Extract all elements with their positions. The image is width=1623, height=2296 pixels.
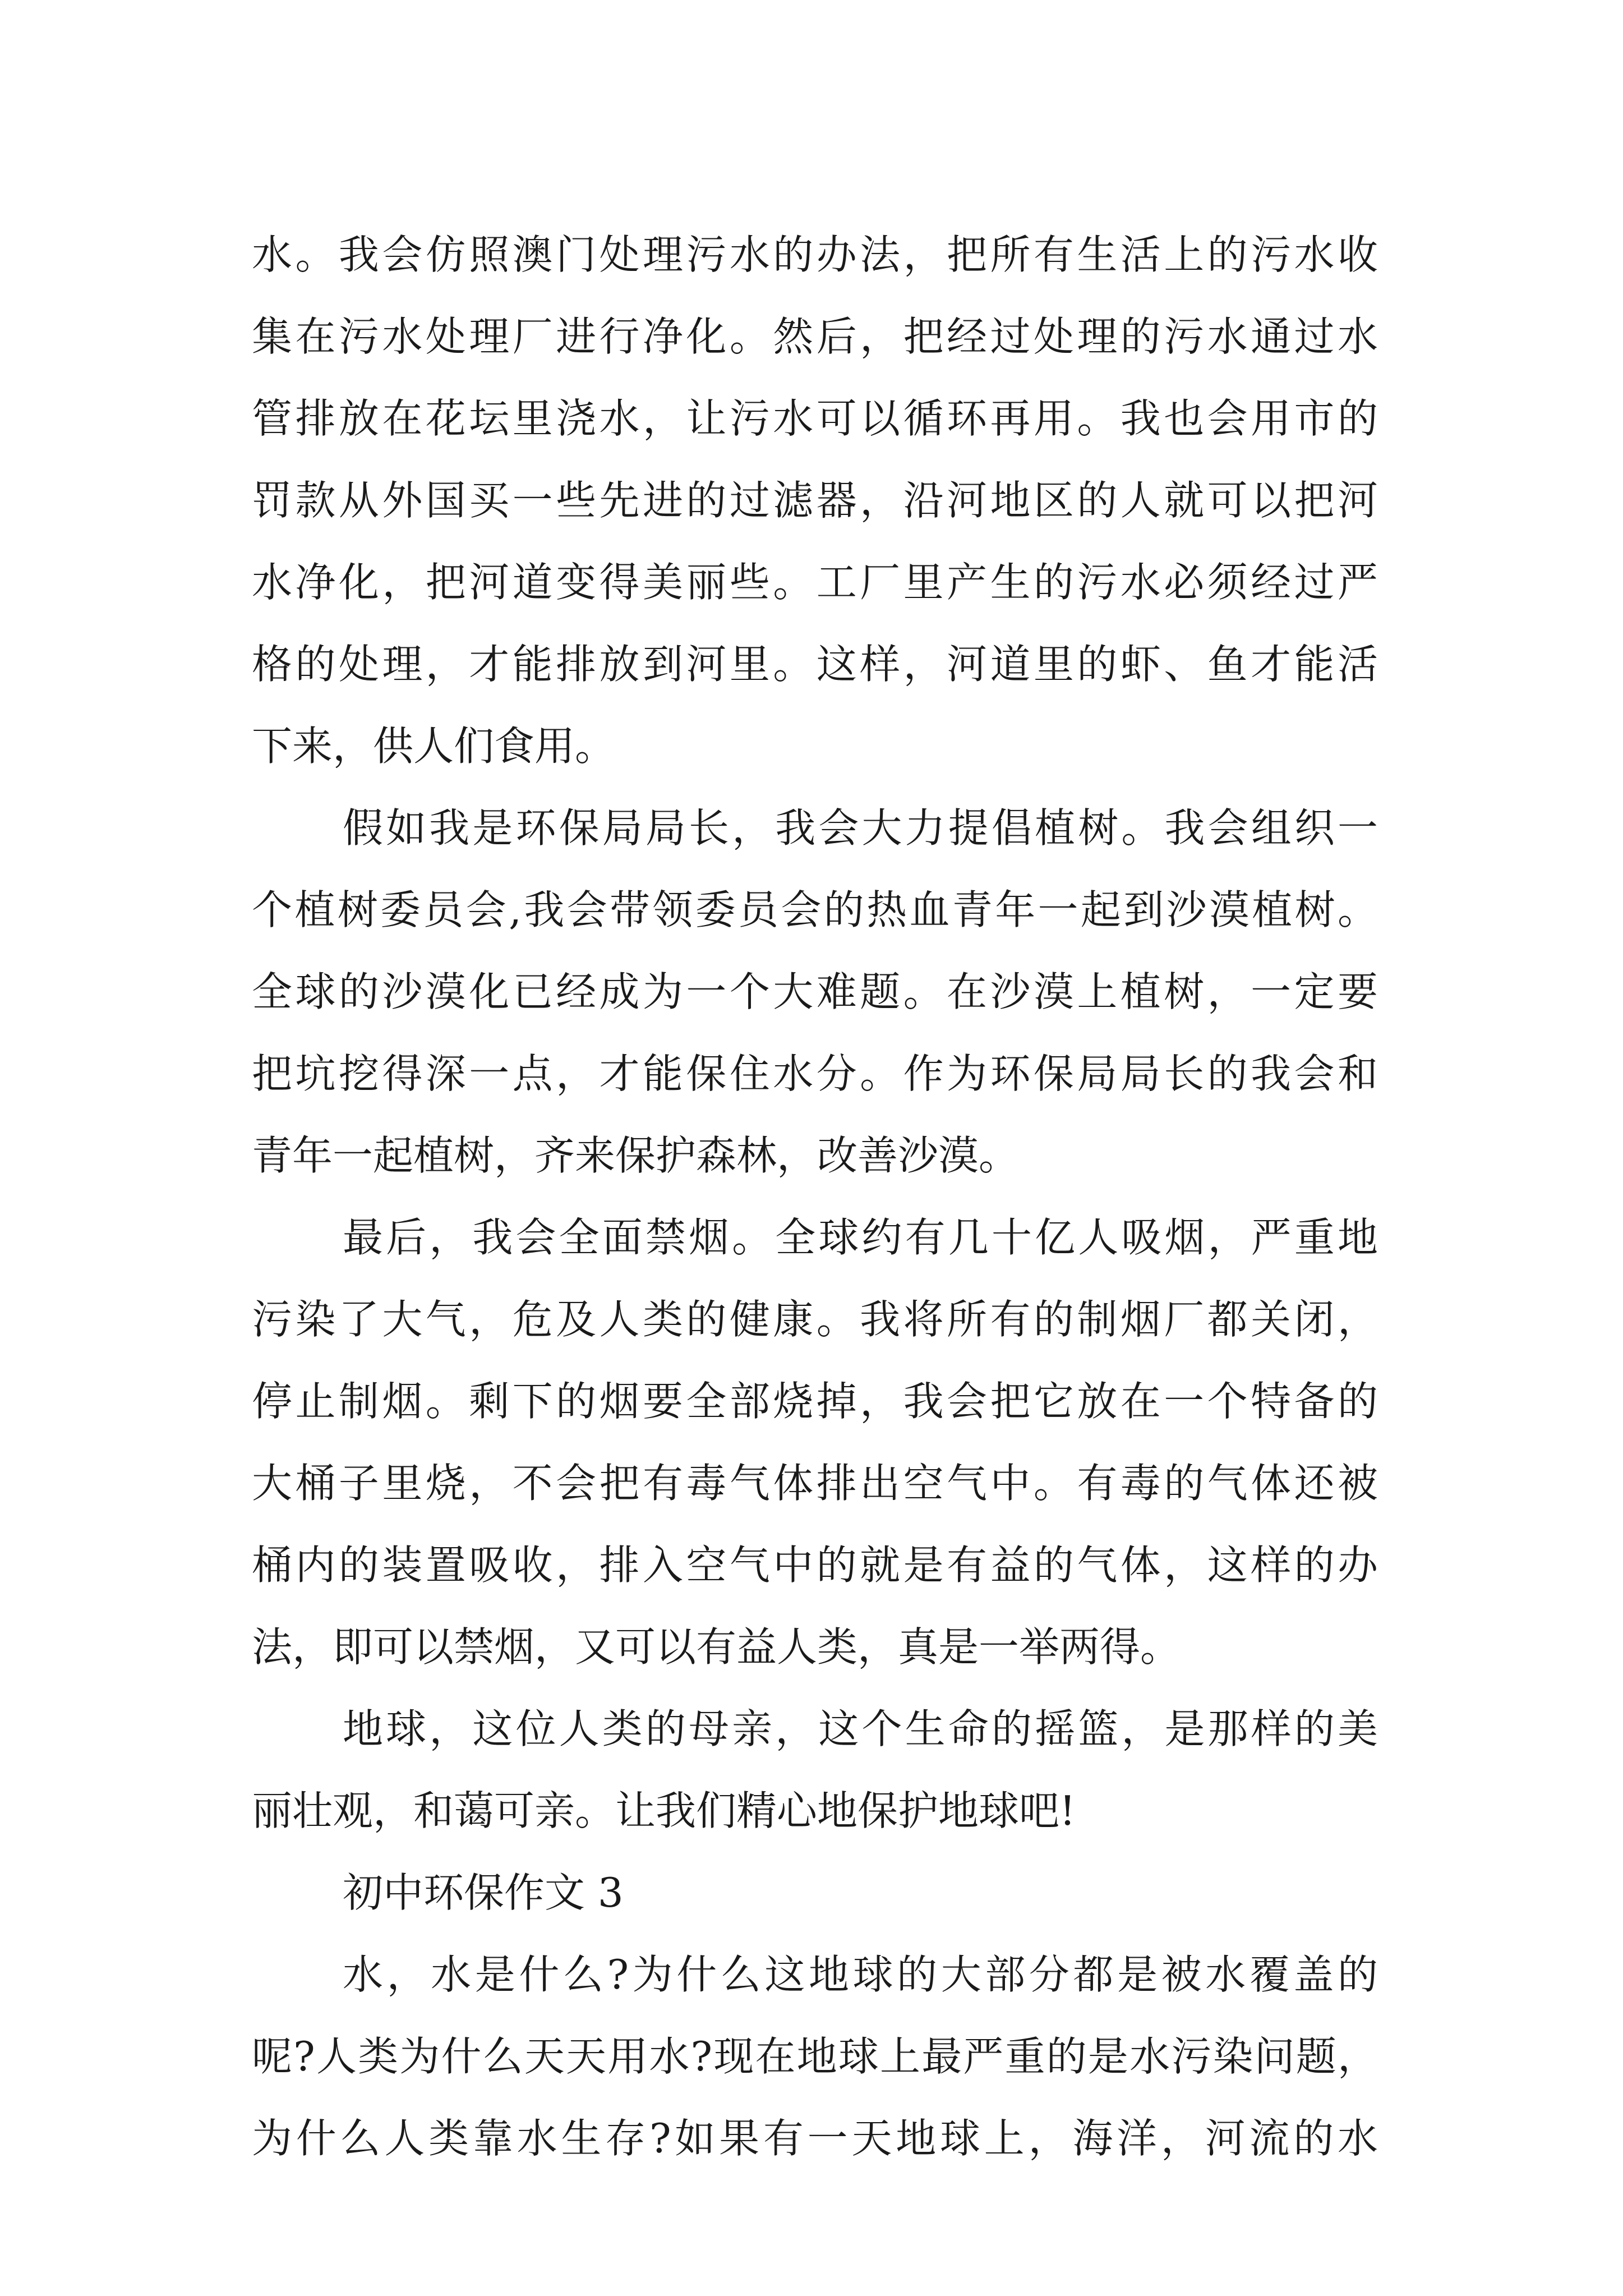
body-line: 格的处理，才能排放到河里。这样，河道里的虾、鱼才能活 [252, 641, 1378, 688]
body-line: 停止制烟。剩下的烟要全部烧掉，我会把它放在一个特备的 [252, 1378, 1378, 1425]
body-line: 假如我是环保局局长，我会大力提倡植树。我会组织一 [343, 804, 1378, 852]
body-line: 集在污水处理厂进行净化。然后，把经过处理的污水通过水 [252, 313, 1378, 360]
body-line: 大桶子里烧，不会把有毒气体排出空气中。有毒的气体还被 [252, 1460, 1378, 1507]
body-line: 管排放在花坛里浇水，让污水可以循环再用。我也会用市的 [252, 395, 1378, 442]
body-line: 地球，这位人类的母亲，这个生命的摇篮，是那样的美 [343, 1705, 1378, 1752]
body-line: 呢?人类为什么天天用水?现在地球上最严重的是水污染问题， [252, 2033, 1378, 2080]
body-line: 法，即可以禁烟，又可以有益人类，真是一举两得。 [252, 1623, 1181, 1671]
body-line: 为什么人类靠水生存?如果有一天地球上，海洋，河流的水 [252, 2115, 1378, 2162]
body-line: 水，水是什么?为什么这地球的大部分都是被水覆盖的 [343, 1951, 1378, 1998]
body-line: 水净化，把河道变得美丽些。工厂里产生的污水必须经过严 [252, 559, 1378, 606]
body-line: 下来，供人们食用。 [252, 723, 616, 770]
body-line: 水。我会仿照澳门处理污水的办法，把所有生活上的污水收 [252, 231, 1378, 278]
body-line: 桶内的装置吸收，排入空气中的就是有益的气体，这样的办 [252, 1542, 1378, 1589]
body-line: 个植树委员会,我会带领委员会的热血青年一起到沙漠植树。 [252, 886, 1378, 933]
body-line: 最后，我会全面禁烟。全球约有几十亿人吸烟，严重地 [343, 1214, 1378, 1261]
body-line: 罚款从外国买一些先进的过滤器，沿河地区的人就可以把河 [252, 477, 1378, 524]
essay-heading: 初中环保作文 3 [343, 1869, 624, 1916]
body-line: 把坑挖得深一点，才能保住水分。作为环保局局长的我会和 [252, 1050, 1378, 1097]
body-line: 全球的沙漠化已经成为一个大难题。在沙漠上植树，一定要 [252, 968, 1378, 1015]
body-line: 丽壮观，和蔼可亲。让我们精心地保护地球吧! [252, 1787, 1076, 1834]
essay-body [252, 214, 1378, 2179]
body-line: 青年一起植树，齐来保护森林，改善沙漠。 [252, 1132, 1020, 1179]
body-line: 污染了大气，危及人类的健康。我将所有的制烟厂都关闭， [252, 1296, 1378, 1343]
